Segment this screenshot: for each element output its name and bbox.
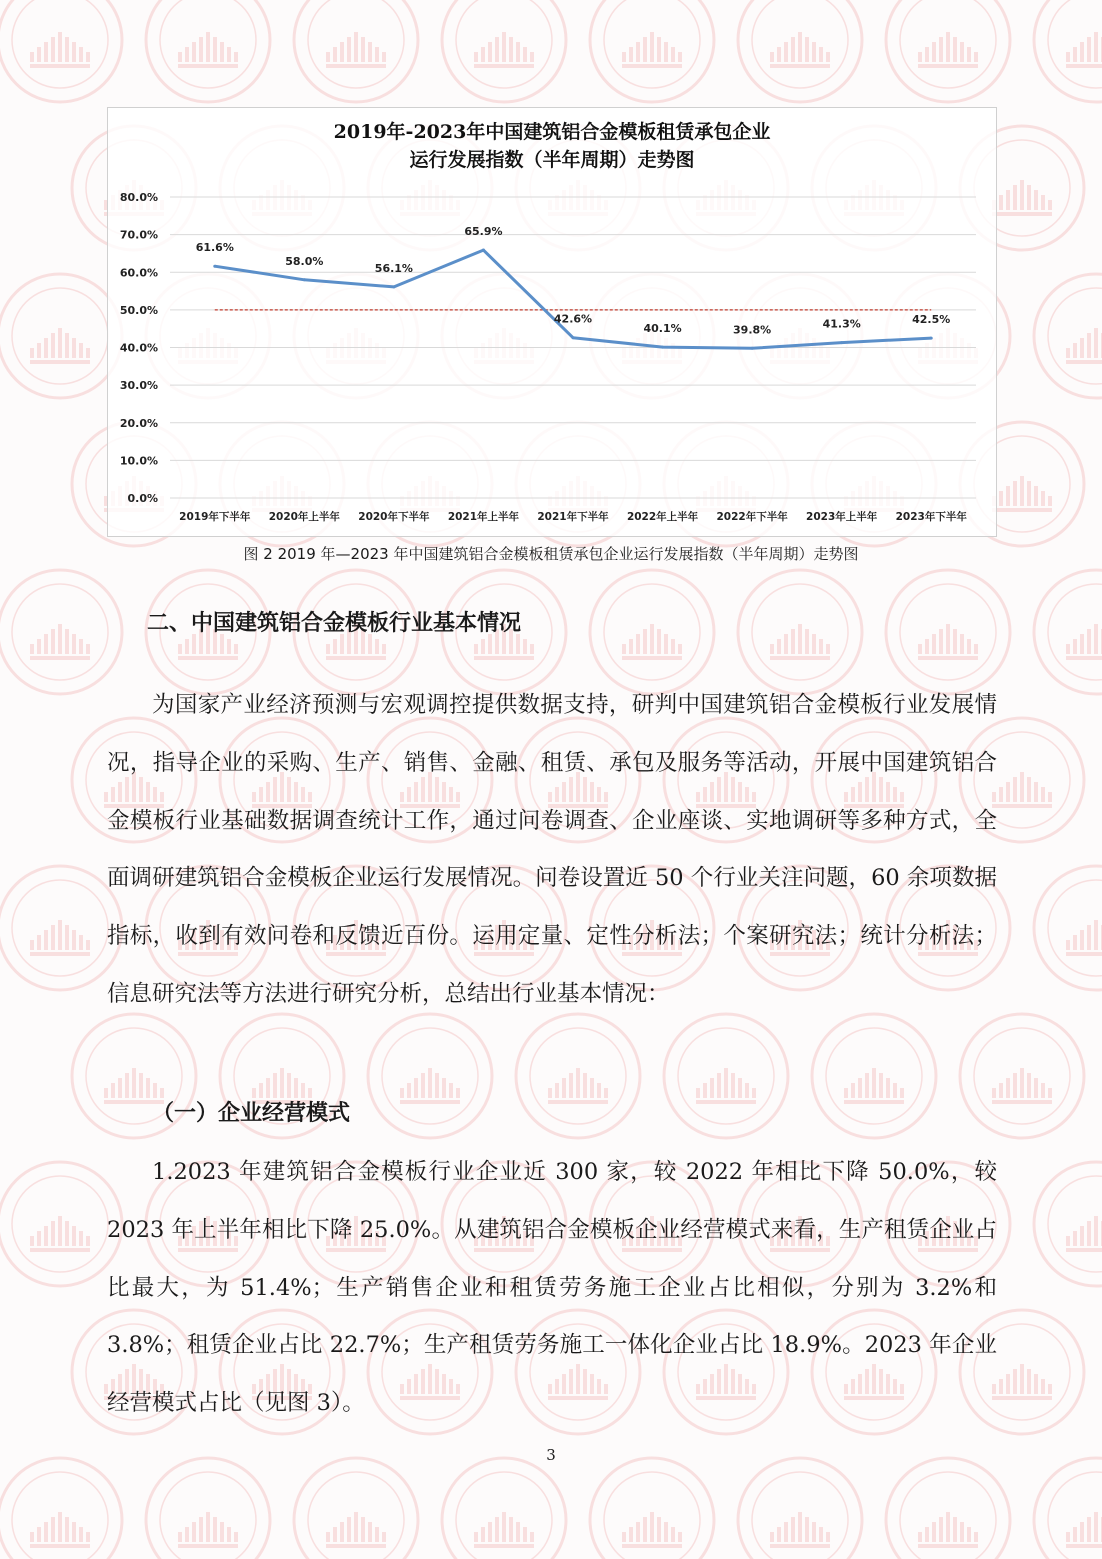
y-tick-label: 70.0% — [119, 228, 158, 242]
x-tick-label: 2022年下半年 — [716, 511, 788, 523]
watermark-seal — [1034, 570, 1102, 694]
y-tick-label: 0.0% — [127, 492, 158, 505]
data-label: 56.1% — [374, 261, 413, 275]
x-tick-label: 2021年下半年 — [537, 511, 609, 523]
watermark-seal — [1034, 274, 1102, 398]
watermark-seal — [1034, 1162, 1102, 1286]
watermark-seal — [590, 1458, 714, 1559]
watermark-seal — [294, 0, 418, 102]
watermark-seal — [1034, 0, 1102, 102]
watermark-seal — [0, 1458, 122, 1559]
data-point — [303, 278, 306, 281]
chart-container — [107, 107, 997, 537]
data-label: 40.1% — [643, 322, 682, 336]
watermark-seal — [0, 570, 122, 694]
watermark-seal — [1034, 1458, 1102, 1559]
y-tick-label: 50.0% — [119, 303, 158, 317]
watermark-seal — [886, 1458, 1010, 1559]
watermark-seal — [1034, 866, 1102, 990]
watermark-seal — [590, 570, 714, 694]
y-tick-label: 30.0% — [119, 379, 158, 393]
watermark-seal — [442, 0, 566, 102]
page-number: 3 — [546, 1446, 556, 1464]
data-point — [213, 265, 216, 268]
watermark-seal — [442, 1458, 566, 1559]
watermark-seal — [0, 0, 122, 102]
watermark-seal — [0, 1162, 122, 1286]
x-tick-label: 2021年上半年 — [447, 511, 520, 523]
data-point — [392, 285, 395, 288]
data-label: 42.6% — [553, 312, 593, 326]
x-tick-label: 2020年上半年 — [268, 511, 340, 523]
data-label: 58.0% — [285, 254, 324, 268]
y-tick-label: 10.0% — [119, 454, 158, 468]
watermark-seal — [960, 1014, 1084, 1138]
figure-caption: 图 2 2019 年—2023 年中国建筑铝合金模板租赁承包企业运行发展指数（半年周期）走势图 — [243, 545, 859, 563]
chart-title-line-2: 运行发展指数（半年周期）走势图 — [409, 149, 695, 171]
line-chart — [108, 108, 996, 536]
y-tick-label: 80.0% — [119, 191, 158, 204]
section-heading: 二、中国建筑铝合金模板行业基本情况 — [147, 611, 522, 636]
watermark-seal — [0, 866, 122, 990]
watermark-seal — [886, 0, 1010, 102]
x-tick-label: 2019年下半年 — [179, 511, 251, 523]
data-point — [572, 336, 575, 339]
watermark-seal — [738, 570, 862, 694]
data-label: 61.6% — [195, 241, 234, 255]
x-tick-label: 2023年上半年 — [806, 511, 878, 523]
data-point — [751, 347, 754, 350]
watermark-seal — [294, 1458, 418, 1559]
watermark-seal — [368, 1014, 492, 1138]
x-tick-label: 2023年下半年 — [895, 511, 967, 523]
y-tick-label: 40.0% — [119, 341, 158, 355]
business-model-paragraph: 1.2023 年建筑铝合金模板行业企业近 300 家，较 2022 年相比下降 50.0%，较 2023 年上半年相比下降 25.0%。从建筑铝合金模板企业经营模式来看，生产租赁企业占比最大，为 51.4%；生产销售企业和租赁劳务施工企业占比相似，分别为 3.2%和 3.8%；租赁企业占比 22.7%；生产租赁劳务施工一体化企业占比 18.9%。2023 年企业经营模式占比（见图 3）。 — [107, 1159, 997, 1417]
data-point — [930, 337, 933, 340]
watermark-seal — [516, 1014, 640, 1138]
watermark-seal — [0, 274, 122, 398]
x-tick-label: 2022年上半年 — [626, 511, 699, 523]
watermark-seal — [664, 1014, 788, 1138]
watermark-seal — [738, 0, 862, 102]
watermark-seal — [812, 1014, 936, 1138]
data-label: 42.5% — [912, 313, 951, 327]
watermark-seal — [590, 0, 714, 102]
y-tick-label: 20.0% — [119, 416, 158, 430]
watermark-seal — [886, 570, 1010, 694]
subsection-heading: （一）企业经营模式 — [152, 1101, 351, 1126]
data-label: 41.3% — [822, 317, 861, 331]
data-point — [661, 346, 664, 349]
x-tick-label: 2020年下半年 — [358, 511, 430, 523]
watermark-seal — [146, 1458, 270, 1559]
data-label: 65.9% — [464, 225, 503, 239]
watermark-seal — [738, 1458, 862, 1559]
data-point — [482, 249, 485, 252]
intro-paragraph: 为国家产业经济预测与宏观调控提供数据支持，研判中国建筑铝合金模板行业发展情况，指导企业的采购、生产、销售、金融、租赁、承包及服务等活动，开展中国建筑铝合金模板行业基础数据调查统计工作，通过问卷调查、企业座谈、实地调研等多种方式，全面调研建筑铝合金模板企业运行发展情况。问卷设置近 50 个行业关注问题，60 余项数据指标，收到有效问卷和反馈近百份。运用定量、定性分析法；个案研究法；统计分析法；信息研究法等方法进行研究分析，总结出行业基本情况： — [107, 692, 997, 1007]
watermark-seal — [146, 0, 270, 102]
data-point — [840, 341, 843, 344]
chart-title-line-1: 2019年-2023年中国建筑铝合金模板租赁承包企业 — [333, 121, 771, 143]
data-label: 39.8% — [733, 323, 772, 337]
y-tick-label: 60.0% — [119, 266, 158, 280]
